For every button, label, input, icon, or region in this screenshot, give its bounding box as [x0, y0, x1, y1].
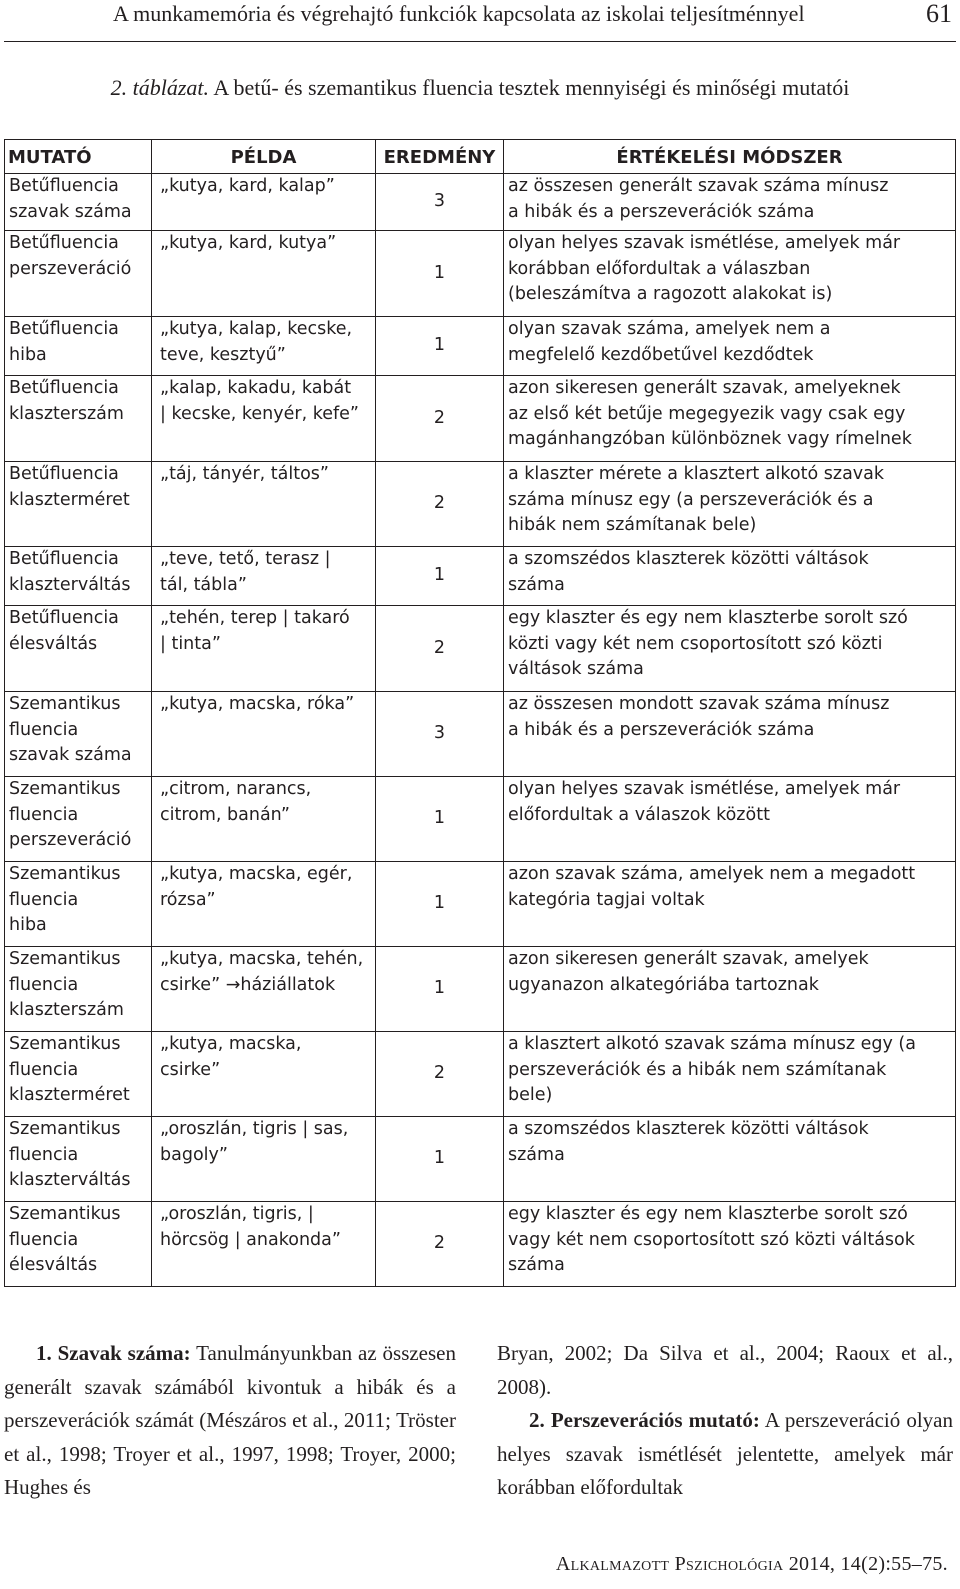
column-header-eredmeny: EREDMÉNY: [376, 140, 504, 174]
cell-mutato: Betűfluencia élesváltás: [5, 606, 152, 692]
column-header-pelda: PÉLDA: [152, 140, 376, 174]
cell-pelda: „oroszlán, tigris | sas, bagoly”: [152, 1117, 376, 1202]
cell-eredmeny: 1: [376, 947, 504, 1032]
cell-eredmeny: 2: [376, 1202, 504, 1287]
table-row: [5, 174, 956, 231]
cell-eredmeny: 1: [376, 862, 504, 947]
cell-mutato: Betűfluencia szavak száma: [5, 174, 152, 231]
cell-ertekelesi-modszer: olyan helyes szavak ismétlése, amelyek már korábban előfordultak a válaszban (beleszámítva a ragozott alakokat is): [504, 231, 956, 317]
cell-eredmeny: 1: [376, 777, 504, 862]
cell-eredmeny: 1: [376, 231, 504, 317]
cell-ertekelesi-modszer: olyan szavak száma, amelyek nem a megfelelő kezdőbetűvel kezdődtek: [504, 317, 956, 376]
cell-pelda: „oroszlán, tigris, | hörcsög | anakonda”: [152, 1202, 376, 1287]
running-header: [0, 0, 960, 46]
cell-eredmeny: 1: [376, 547, 504, 606]
cell-ertekelesi-modszer: azon sikeresen generált szavak, amelyeknek az első két betűje megegyezik vagy csak egy magánhangzóban különböznek vagy rímelnek: [504, 376, 956, 462]
cell-mutato: Szemantikus fluencia perszeveráció: [5, 777, 152, 862]
table-row: [5, 462, 956, 547]
cell-pelda: „kutya, macska, csirke”: [152, 1032, 376, 1117]
cell-mutato: Betűfluencia perszeveráció: [5, 231, 152, 317]
cell-eredmeny: 1: [376, 1117, 504, 1202]
column-header-ertekelesi-modszer: ÉRTÉKELÉSI MÓDSZER: [504, 140, 956, 174]
paragraph-lead: 2. Perszeverációs mutató:: [529, 1408, 760, 1432]
cell-eredmeny: 2: [376, 462, 504, 547]
cell-mutato: Szemantikus fluencia hiba: [5, 862, 152, 947]
cell-pelda: „kutya, kard, kutya”: [152, 231, 376, 317]
table-caption-label: 2. táblázat.: [110, 75, 210, 100]
cell-pelda: „kutya, macska, egér, rózsa”: [152, 862, 376, 947]
table-row: [5, 947, 956, 1032]
cell-mutato: Betűfluencia hiba: [5, 317, 152, 376]
cell-mutato: Szemantikus fluencia klaszterszám: [5, 947, 152, 1032]
cell-eredmeny: 2: [376, 606, 504, 692]
cell-pelda: „kutya, macska, róka”: [152, 692, 376, 777]
cell-eredmeny: 2: [376, 1032, 504, 1117]
paragraph-text: A perszeveráció olyan helyes szavak ismétlését jelentette, amelyek már korábban előfordultak: [497, 1408, 954, 1499]
table-row: [5, 1202, 956, 1287]
fluency-metrics-table: [4, 139, 956, 1287]
cell-pelda: „kutya, kalap, kecske, teve, kesztyű”: [152, 317, 376, 376]
cell-ertekelesi-modszer: a klasztert alkotó szavak száma mínusz egy (a perszeverációk és a hibák nem számítanak bele): [504, 1032, 956, 1117]
cell-eredmeny: 1: [376, 317, 504, 376]
cell-pelda: „tehén, terep | takaró | tinta”: [152, 606, 376, 692]
journal-footer: Alkalmazott Pszichológia 2014, 14(2):55–75.: [555, 1553, 948, 1575]
table-row: [5, 692, 956, 777]
cell-pelda: „citrom, narancs, citrom, banán”: [152, 777, 376, 862]
cell-pelda: „kutya, macska, tehén, csirke” →háziállatok: [152, 947, 376, 1032]
paragraph-perszeveracio: [497, 1404, 953, 1505]
table-row: [5, 376, 956, 462]
cell-eredmeny: 2: [376, 376, 504, 462]
body-column-left: [4, 1337, 456, 1505]
cell-pelda: „kalap, kakadu, kabát | kecske, kenyér, kefe”: [152, 376, 376, 462]
cell-ertekelesi-modszer: egy klaszter és egy nem klaszterbe sorolt szó vagy két nem csoportosított szó közti váltások száma: [504, 1202, 956, 1287]
table-row: [5, 862, 956, 947]
paragraph-szavak-szama: [4, 1337, 456, 1505]
cell-mutato: Szemantikus fluencia élesváltás: [5, 1202, 152, 1287]
cell-ertekelesi-modszer: azon sikeresen generált szavak, amelyek ugyanazon alkategóriába tartoznak: [504, 947, 956, 1032]
cell-ertekelesi-modszer: a szomszédos klaszterek közötti váltások száma: [504, 547, 956, 606]
table-row: [5, 1117, 956, 1202]
cell-ertekelesi-modszer: a szomszédos klaszterek közötti váltások száma: [504, 1117, 956, 1202]
table-row: [5, 777, 956, 862]
table-caption-text: A betű- és szemantikus fluencia tesztek mennyiségi és minőségi mutatói: [209, 75, 850, 100]
table-row: [5, 231, 956, 317]
cell-pelda: „táj, tányér, táltos”: [152, 462, 376, 547]
table-row: [5, 547, 956, 606]
paragraph-lead: 1. Szavak száma:: [36, 1341, 191, 1365]
cell-mutato: Betűfluencia klaszterszám: [5, 376, 152, 462]
cell-eredmeny: 3: [376, 692, 504, 777]
table-header-row: [5, 140, 956, 174]
cell-ertekelesi-modszer: olyan helyes szavak ismétlése, amelyek már előfordultak a válaszok között: [504, 777, 956, 862]
header-rule: [4, 41, 956, 42]
paragraph-text: Tanulmányunkban az összesen generált szavak számából kivontuk a hibák és a perszeverációk számát (Mészáros et al., 2011; Tröster et al., 1998; Troyer et al., 1997, 1998; Troyer, 2000; Hughes és: [4, 1341, 456, 1499]
body-column-right: [497, 1337, 953, 1505]
cell-mutato: Betűfluencia klaszterméret: [5, 462, 152, 547]
cell-ertekelesi-modszer: az összesen generált szavak száma mínusz a hibák és a perszeverációk száma: [504, 174, 956, 231]
table-row: [5, 606, 956, 692]
cell-mutato: Betűfluencia klaszterváltás: [5, 547, 152, 606]
table-caption: [0, 74, 960, 102]
column-header-mutato: MUTATÓ: [5, 140, 152, 174]
running-title: A munkamemória és végrehajtó funkciók kapcsolata az iskolai teljesítménnyel: [113, 1, 805, 26]
cell-eredmeny: 3: [376, 174, 504, 231]
cell-pelda: „teve, tető, terasz | tál, tábla”: [152, 547, 376, 606]
cell-mutato: Szemantikus fluencia szavak száma: [5, 692, 152, 777]
cell-pelda: „kutya, kard, kalap”: [152, 174, 376, 231]
paragraph-continuation: Bryan, 2002; Da Silva et al., 2004; Raoux et al., 2008).: [497, 1341, 953, 1399]
cell-mutato: Szemantikus fluencia klaszterváltás: [5, 1117, 152, 1202]
cell-ertekelesi-modszer: azon szavak száma, amelyek nem a megadott kategória tagjai voltak: [504, 862, 956, 947]
page-number: 61: [926, 0, 952, 28]
cell-ertekelesi-modszer: a klaszter mérete a klasztert alkotó szavak száma mínusz egy (a perszeverációk és a hibák nem számítanak bele): [504, 462, 956, 547]
table-row: [5, 1032, 956, 1117]
cell-ertekelesi-modszer: az összesen mondott szavak száma mínusz a hibák és a perszeverációk száma: [504, 692, 956, 777]
cell-ertekelesi-modszer: egy klaszter és egy nem klaszterbe sorolt szó közti vagy két nem csoportosított szó közti váltások száma: [504, 606, 956, 692]
table-row: [5, 317, 956, 376]
cell-mutato: Szemantikus fluencia klaszterméret: [5, 1032, 152, 1117]
